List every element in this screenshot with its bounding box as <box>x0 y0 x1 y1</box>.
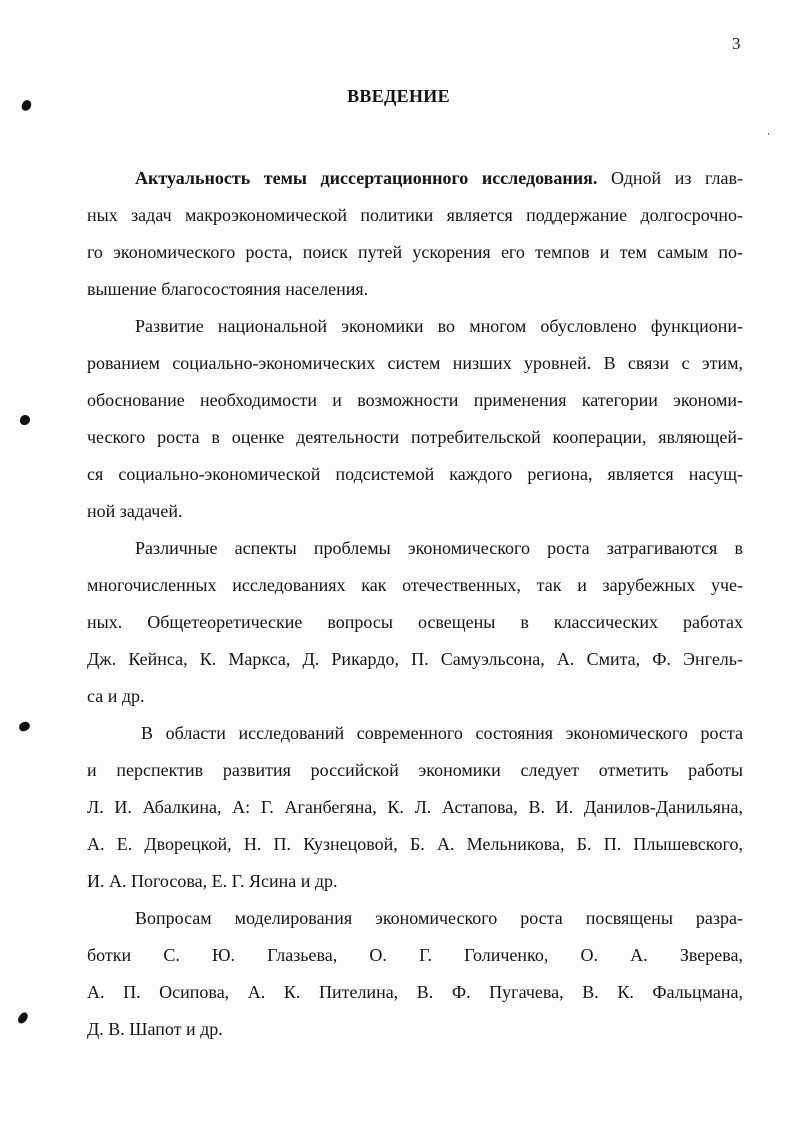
paragraph-aspects <box>87 530 743 715</box>
text-line: Дж. Кейнса, К. Маркса, Д. Рикардо, П. Самуэльсона, А. Смита, Ф. Энгель- <box>87 649 743 669</box>
line-text: Одной из глав- <box>597 168 743 188</box>
text-line: са и др. <box>87 686 145 706</box>
text-line: вышение благосостояния населения. <box>87 279 369 299</box>
text-line: А. Е. Дворецкой, Н. П. Кузнецовой, Б. А. Мельникова, Б. П. Плышевского, <box>87 834 743 854</box>
text-line: ботки С. Ю. Глазьева, О. Г. Голиченко, О. А. Зверева, <box>87 945 743 965</box>
text-line: обоснование необходимости и возможности применения категории экономи- <box>87 390 743 410</box>
text-line: И. А. Погосова, Е. Г. Ясина и др. <box>87 871 338 891</box>
text-line: А. П. Осипова, А. К. Пителина, В. Ф. Пугачева, В. К. Фальцмана, <box>87 982 743 1002</box>
binding-hole-mark <box>18 721 31 733</box>
paragraph-national-economy <box>87 308 743 530</box>
text-line: Различные аспекты проблемы экономического роста затрагиваются в <box>135 538 743 558</box>
paragraph-relevance <box>87 160 743 308</box>
body-text <box>87 160 743 1048</box>
text-line: рованием социально-экономических систем низших уровней. В связи с этим, <box>87 353 743 373</box>
text-line: многочисленных исследованиях как отечественных, так и зарубежных уче- <box>87 575 743 595</box>
page-title: ВВЕДЕНИЕ <box>347 86 450 106</box>
page-number: 3 <box>732 34 741 53</box>
text-line <box>87 160 743 197</box>
text-line: ных. Общетеоретические вопросы освещены в классических работах <box>87 612 743 632</box>
paragraph-modeling <box>87 900 743 1048</box>
binding-hole-mark <box>17 1011 30 1025</box>
text-line: Д. В. Шапот и др. <box>87 1019 223 1039</box>
text-line: ной задачей. <box>87 501 183 521</box>
bold-lead: Актуальность темы диссертационного исследования. <box>135 168 598 188</box>
text-line: ся социально-экономической подсистемой каждого региона, является насущ- <box>87 464 743 484</box>
paragraph-modern-research <box>87 715 743 900</box>
text-line: ных задач макроэкономической политики является поддержание долгосрочно- <box>87 205 743 225</box>
text-line: Вопросам моделирования экономического роста посвящены разра- <box>135 908 743 928</box>
text-line: ческого роста в оценке деятельности потребительской кооперации, являющей- <box>87 427 743 447</box>
binding-hole-mark <box>20 415 30 425</box>
text-line: Развитие национальной экономики во многом обусловлено функциони- <box>135 316 743 336</box>
text-line: В области исследований современного состояния экономического роста <box>141 723 743 743</box>
text-line: Л. И. Абалкина, А: Г. Аганбегяна, К. Л. Астапова, В. И. Данилов-Данильяна, <box>87 797 743 817</box>
text-line: го экономического роста, поиск путей ускорения его темпов и тем самым по- <box>87 242 743 262</box>
text-line: и перспектив развития российской экономики следует отметить работы <box>87 760 743 780</box>
scan-speck <box>768 133 769 135</box>
